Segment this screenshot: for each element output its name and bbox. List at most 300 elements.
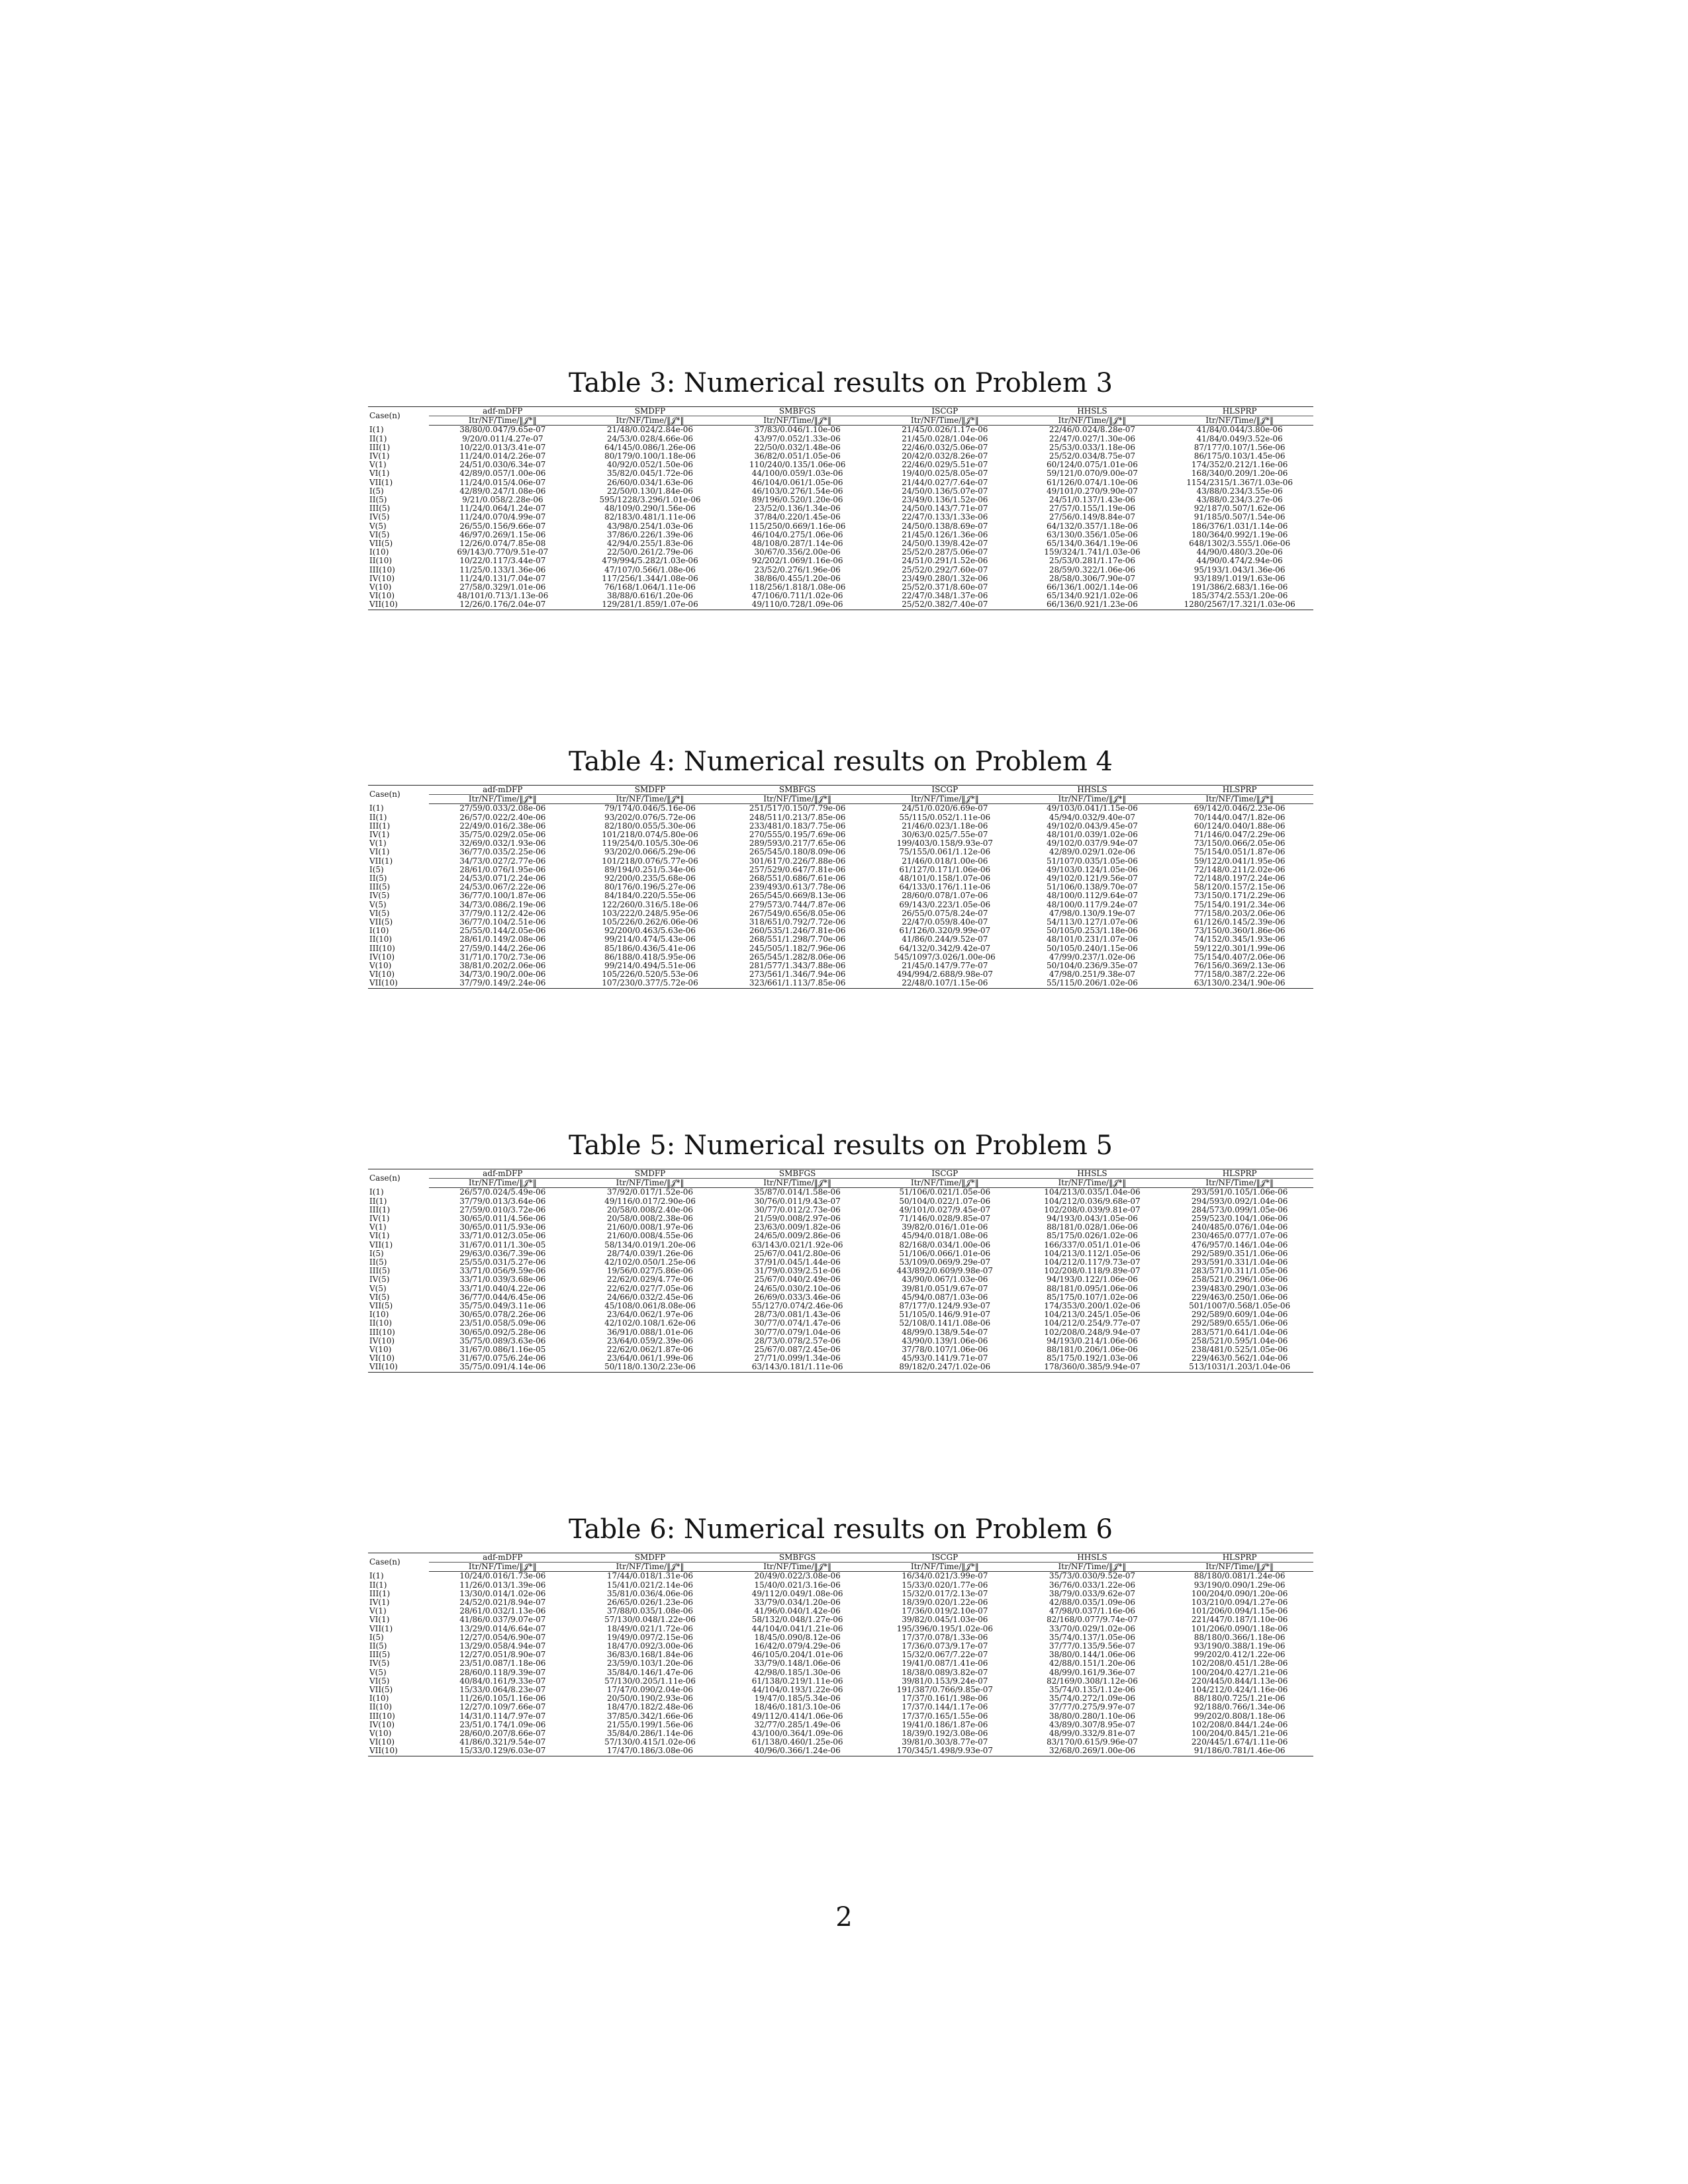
result-cell: 57/130/0.205/1.11e-06 bbox=[604, 1676, 696, 1686]
result-cell: 27/59/0.033/2.08e-06 bbox=[459, 803, 546, 813]
result-cell: 37/79/0.112/2.42e-06 bbox=[459, 909, 546, 918]
result-cell: 115/250/0.669/1.16e-06 bbox=[749, 522, 846, 531]
result-cell: 19/56/0.027/5.86e-06 bbox=[606, 1267, 694, 1276]
result-cell: 47/98/0.130/9.19e-07 bbox=[1049, 909, 1136, 918]
case-label: III(5) bbox=[369, 1651, 391, 1660]
case-label: I(5) bbox=[369, 486, 384, 496]
result-cell: 26/55/0.156/9.66e-07 bbox=[459, 522, 546, 531]
case-label: III(10) bbox=[369, 1328, 395, 1337]
result-cell: 174/353/0.200/1.02e-06 bbox=[1044, 1302, 1141, 1311]
metric-subheader: Itr/NF/Time/‖𝒥*‖ bbox=[577, 1179, 724, 1188]
result-cell: 44/104/0.041/1.21e-06 bbox=[751, 1624, 843, 1633]
result-cell: 283/571/0.641/1.04e-06 bbox=[1191, 1328, 1288, 1337]
metric-subheader: Itr/NF/Time/‖𝒥*‖ bbox=[724, 795, 871, 804]
result-cell: 251/517/0.150/7.79e-06 bbox=[749, 803, 846, 813]
case-label: VII(5) bbox=[369, 539, 393, 549]
result-cell: 37/77/0.275/9.97e-07 bbox=[1049, 1703, 1136, 1712]
result-cell: 63/143/0.181/1.11e-06 bbox=[751, 1363, 843, 1372]
result-cell: 64/132/0.357/1.18e-06 bbox=[1047, 522, 1138, 531]
case-label: I(1) bbox=[369, 803, 384, 813]
case-label: VII(5) bbox=[369, 918, 393, 927]
result-cell: 233/481/0.183/7.75e-06 bbox=[749, 821, 846, 831]
result-cell: 30/65/0.011/4.56e-06 bbox=[459, 1214, 546, 1224]
result-cell: 103/210/0.094/1.27e-06 bbox=[1191, 1598, 1288, 1608]
table-row bbox=[368, 1686, 1313, 1694]
table-row bbox=[368, 1232, 1313, 1240]
result-cell: 35/87/0.014/1.58e-06 bbox=[754, 1187, 841, 1197]
result-cell: 63/143/0.021/1.92e-06 bbox=[751, 1240, 843, 1250]
case-label: II(5) bbox=[369, 1642, 387, 1651]
case-label: VI(1) bbox=[369, 848, 390, 857]
result-cell: 99/202/0.808/1.18e-06 bbox=[1194, 1711, 1286, 1721]
result-cell: 35/74/0.272/1.09e-06 bbox=[1049, 1694, 1136, 1704]
result-cell: 13/29/0.058/4.94e-07 bbox=[459, 1642, 546, 1651]
results-table bbox=[368, 785, 1313, 989]
result-cell: 53/109/0.069/9.29e-07 bbox=[899, 1258, 991, 1267]
result-cell: 42/89/0.029/1.02e-06 bbox=[1049, 848, 1136, 857]
result-cell: 28/61/0.076/1.95e-06 bbox=[459, 865, 546, 874]
result-cell: 17/37/0.144/1.17e-06 bbox=[902, 1703, 988, 1712]
metric-subheader: Itr/NF/Time/‖𝒥*‖ bbox=[429, 1179, 577, 1188]
result-cell: 323/661/1.113/7.85e-06 bbox=[749, 979, 846, 988]
result-cell: 25/55/0.031/5.27e-06 bbox=[459, 1258, 546, 1267]
result-cell: 20/58/0.008/2.38e-06 bbox=[606, 1214, 694, 1224]
result-cell: 48/101/0.231/1.07e-06 bbox=[1047, 935, 1138, 944]
method-header: SMDFP bbox=[577, 407, 724, 416]
result-cell: 259/523/0.104/1.06e-06 bbox=[1191, 1214, 1288, 1224]
result-cell: 240/485/0.076/1.04e-06 bbox=[1191, 1223, 1288, 1232]
table-row bbox=[368, 1615, 1313, 1624]
table-row bbox=[368, 1721, 1313, 1729]
table-row bbox=[368, 970, 1313, 979]
result-cell: 36/82/0.051/1.05e-06 bbox=[754, 452, 841, 461]
table-row bbox=[368, 1572, 1313, 1581]
result-cell: 33/71/0.040/4.22e-06 bbox=[459, 1284, 546, 1293]
result-cell: 88/181/0.095/1.06e-06 bbox=[1047, 1284, 1138, 1293]
result-cell: 33/79/0.034/1.20e-06 bbox=[754, 1598, 841, 1608]
result-cell: 23/59/0.103/1.20e-06 bbox=[606, 1659, 694, 1668]
case-label: IV(1) bbox=[369, 452, 390, 461]
result-cell: 11/26/0.105/1.16e-06 bbox=[459, 1694, 546, 1704]
result-cell: 41/86/0.321/9.54e-07 bbox=[459, 1738, 546, 1747]
method-header: ISCGP bbox=[871, 1553, 1019, 1563]
result-cell: 34/73/0.027/2.77e-06 bbox=[459, 856, 546, 866]
case-label: III(5) bbox=[369, 883, 391, 892]
result-cell: 39/81/0.303/8.77e-07 bbox=[902, 1738, 988, 1747]
metric-subheader: Itr/NF/Time/‖𝒥*‖ bbox=[871, 795, 1019, 804]
case-label: VII(5) bbox=[369, 1302, 393, 1311]
result-cell: 40/84/0.161/9.33e-07 bbox=[459, 1676, 546, 1686]
result-cell: 30/77/0.074/1.47e-06 bbox=[754, 1319, 841, 1328]
table-row bbox=[368, 1345, 1313, 1354]
result-cell: 27/57/0.155/1.19e-06 bbox=[1049, 504, 1136, 514]
case-label: II(5) bbox=[369, 1258, 387, 1267]
result-cell: 49/112/0.414/1.06e-06 bbox=[751, 1711, 843, 1721]
table-row bbox=[368, 1642, 1313, 1651]
result-cell: 85/175/0.026/1.02e-06 bbox=[1047, 1232, 1138, 1241]
table-row bbox=[368, 1197, 1313, 1206]
result-cell: 93/189/1.019/1.63e-06 bbox=[1194, 574, 1286, 583]
result-cell: 28/60/0.207/8.66e-07 bbox=[459, 1729, 546, 1739]
result-cell: 10/24/0.016/1.73e-06 bbox=[459, 1571, 546, 1581]
result-cell: 36/77/0.035/2.25e-06 bbox=[459, 848, 546, 857]
result-cell: 49/103/0.124/1.05e-06 bbox=[1047, 865, 1138, 874]
result-cell: 25/67/0.040/2.49e-06 bbox=[754, 1275, 841, 1285]
case-label: III(10) bbox=[369, 565, 395, 574]
result-cell: 11/24/0.131/7.04e-07 bbox=[459, 574, 546, 583]
result-cell: 20/42/0.032/8.26e-07 bbox=[902, 452, 988, 461]
result-cell: 22/62/0.062/1.87e-06 bbox=[606, 1345, 694, 1355]
result-cell: 220/445/0.844/1.13e-06 bbox=[1191, 1676, 1288, 1686]
result-cell: 104/213/0.112/1.05e-06 bbox=[1044, 1249, 1141, 1258]
result-cell: 45/108/0.061/8.08e-06 bbox=[604, 1302, 696, 1311]
result-cell: 66/136/1.002/1.14e-06 bbox=[1047, 583, 1138, 592]
result-cell: 63/130/0.356/1.05e-06 bbox=[1047, 530, 1138, 539]
result-cell: 75/155/0.061/1.12e-06 bbox=[899, 848, 991, 857]
method-header: SMBFGS bbox=[724, 786, 871, 795]
metric-subheader: Itr/NF/Time/‖𝒥*‖ bbox=[429, 1563, 577, 1572]
result-cell: 26/69/0.033/3.46e-06 bbox=[754, 1293, 841, 1302]
result-cell: 77/158/0.387/2.22e-06 bbox=[1194, 970, 1286, 979]
result-cell: 28/61/0.149/2.08e-06 bbox=[459, 935, 546, 944]
result-cell: 17/37/0.078/1.33e-06 bbox=[902, 1633, 988, 1642]
result-cell: 86/175/0.103/1.45e-06 bbox=[1194, 452, 1286, 461]
table-row bbox=[368, 874, 1313, 883]
result-cell: 191/387/0.766/9.85e-07 bbox=[896, 1686, 994, 1695]
result-cell: 94/193/0.043/1.05e-06 bbox=[1047, 1214, 1138, 1224]
result-cell: 61/138/0.219/1.11e-06 bbox=[751, 1676, 843, 1686]
result-cell: 43/90/0.067/1.03e-06 bbox=[902, 1275, 988, 1285]
table-row bbox=[368, 813, 1313, 822]
table-row bbox=[368, 435, 1313, 443]
result-cell: 100/204/0.427/1.21e-06 bbox=[1191, 1668, 1288, 1677]
table-row bbox=[368, 443, 1313, 452]
result-cell: 35/84/0.286/1.14e-06 bbox=[606, 1729, 694, 1739]
result-cell: 104/212/0.117/9.73e-07 bbox=[1044, 1258, 1141, 1267]
result-cell: 35/74/0.135/1.12e-06 bbox=[1049, 1686, 1136, 1695]
result-cell: 43/90/0.139/1.06e-06 bbox=[902, 1336, 988, 1345]
table-row bbox=[368, 1302, 1313, 1310]
result-cell: 88/180/0.366/1.18e-06 bbox=[1194, 1633, 1286, 1642]
result-cell: 25/52/0.034/8.75e-07 bbox=[1049, 452, 1136, 461]
result-cell: 293/591/0.331/1.04e-06 bbox=[1191, 1258, 1288, 1267]
metric-subheader: Itr/NF/Time/‖𝒥*‖ bbox=[724, 1179, 871, 1188]
result-cell: 17/36/0.073/9.17e-07 bbox=[902, 1642, 988, 1651]
result-cell: 43/100/0.364/1.09e-06 bbox=[751, 1729, 843, 1739]
method-header: SMBFGS bbox=[724, 407, 871, 416]
case-label: III(5) bbox=[369, 504, 391, 514]
result-cell: 12/26/0.074/7.85e-08 bbox=[459, 539, 546, 549]
table-row bbox=[368, 1223, 1313, 1232]
result-cell: 49/102/0.037/9.94e-07 bbox=[1047, 839, 1138, 848]
result-cell: 36/77/0.100/1.87e-06 bbox=[459, 891, 546, 901]
result-cell: 64/133/0.176/1.11e-06 bbox=[899, 883, 991, 892]
result-cell: 28/61/0.032/1.13e-06 bbox=[459, 1607, 546, 1616]
page-number: 2 bbox=[835, 1902, 853, 1933]
result-cell: 42/102/0.108/1.62e-06 bbox=[604, 1319, 696, 1328]
result-cell: 10/22/0.117/3.44e-07 bbox=[459, 557, 546, 566]
result-cell: 648/1302/3.555/1.06e-06 bbox=[1189, 539, 1291, 549]
case-label: VI(5) bbox=[369, 1293, 390, 1302]
table-row bbox=[368, 487, 1313, 496]
table-row bbox=[368, 866, 1313, 874]
case-label: I(5) bbox=[369, 1249, 384, 1258]
result-cell: 47/98/0.037/1.16e-06 bbox=[1049, 1607, 1136, 1616]
table-row bbox=[368, 1659, 1313, 1668]
result-cell: 25/52/0.292/7.60e-07 bbox=[902, 565, 988, 574]
case-label: I(10) bbox=[369, 1310, 389, 1320]
result-cell: 22/47/0.348/1.37e-06 bbox=[902, 592, 988, 601]
result-cell: 19/41/0.186/1.87e-06 bbox=[902, 1720, 988, 1729]
result-cell: 92/202/1.069/1.16e-06 bbox=[751, 557, 843, 566]
result-cell: 24/50/0.136/5.07e-07 bbox=[902, 486, 988, 496]
result-cell: 11/24/0.014/2.26e-07 bbox=[459, 452, 546, 461]
result-cell: 42/88/0.151/1.20e-06 bbox=[1049, 1659, 1136, 1668]
result-cell: 19/40/0.025/8.05e-07 bbox=[902, 469, 988, 478]
case-label: III(1) bbox=[369, 1589, 391, 1598]
method-header: HLSPRP bbox=[1166, 1553, 1313, 1563]
result-cell: 51/106/0.066/1.01e-06 bbox=[899, 1249, 991, 1258]
result-cell: 24/66/0.032/2.45e-06 bbox=[606, 1293, 694, 1302]
result-cell: 88/180/0.081/1.24e-06 bbox=[1194, 1571, 1286, 1581]
result-cell: 94/193/0.122/1.06e-06 bbox=[1047, 1275, 1138, 1285]
result-cell: 28/74/0.039/1.26e-06 bbox=[606, 1249, 694, 1258]
method-header: SMDFP bbox=[577, 786, 724, 795]
table-row bbox=[368, 822, 1313, 831]
result-cell: 11/24/0.015/4.06e-07 bbox=[459, 478, 546, 487]
result-cell: 24/52/0.021/8.94e-07 bbox=[459, 1598, 546, 1608]
result-cell: 24/51/0.291/1.52e-06 bbox=[902, 557, 988, 566]
result-cell: 55/115/0.206/1.02e-06 bbox=[1047, 979, 1138, 988]
result-cell: 1280/2567/17.321/1.03e-06 bbox=[1184, 600, 1295, 610]
table-row bbox=[368, 478, 1313, 487]
result-cell: 46/104/0.061/1.05e-06 bbox=[751, 478, 843, 487]
table-caption: Table 6: Numerical results on Problem 6 bbox=[569, 1514, 1113, 1545]
result-cell: 63/130/0.234/1.90e-06 bbox=[1194, 979, 1286, 988]
result-cell: 122/260/0.316/5.18e-06 bbox=[602, 900, 698, 909]
result-cell: 270/555/0.195/7.69e-06 bbox=[749, 831, 846, 840]
method-header: adf-mDFP bbox=[429, 1553, 577, 1563]
result-cell: 104/212/0.036/9.68e-07 bbox=[1044, 1197, 1141, 1206]
result-cell: 32/77/0.285/1.49e-06 bbox=[754, 1720, 841, 1729]
result-cell: 70/144/0.047/1.82e-06 bbox=[1194, 813, 1286, 822]
table-row bbox=[368, 1206, 1313, 1214]
case-label: II(1) bbox=[369, 1197, 387, 1206]
result-cell: 82/183/0.481/1.11e-06 bbox=[604, 513, 696, 522]
case-label: II(1) bbox=[369, 434, 387, 443]
table-row bbox=[368, 848, 1313, 856]
result-cell: 23/52/0.276/1.96e-06 bbox=[754, 565, 841, 574]
metric-subheader: Itr/NF/Time/‖𝒥*‖ bbox=[1166, 1563, 1313, 1572]
result-cell: 49/101/0.270/9.90e-07 bbox=[1047, 486, 1138, 496]
result-cell: 476/957/0.146/1.04e-06 bbox=[1191, 1240, 1288, 1250]
table-row bbox=[368, 909, 1313, 918]
result-cell: 49/110/0.728/1.09e-06 bbox=[751, 600, 843, 610]
table-caption: Table 4: Numerical results on Problem 4 bbox=[569, 747, 1113, 777]
table-row bbox=[368, 1581, 1313, 1590]
result-cell: 92/200/0.235/5.68e-06 bbox=[604, 874, 696, 884]
result-cell: 284/573/0.099/1.05e-06 bbox=[1191, 1205, 1288, 1214]
table-row bbox=[368, 1677, 1313, 1686]
case-label: IV(10) bbox=[369, 1720, 395, 1729]
method-header: SMBFGS bbox=[724, 1169, 871, 1179]
result-cell: 48/101/0.713/1.13e-06 bbox=[457, 592, 549, 601]
case-label: I(5) bbox=[369, 865, 384, 874]
result-cell: 43/98/0.254/1.03e-06 bbox=[606, 522, 694, 531]
result-cell: 101/218/0.076/5.77e-06 bbox=[602, 856, 698, 866]
table-row bbox=[368, 1729, 1313, 1738]
result-cell: 50/105/0.240/1.15e-06 bbox=[1047, 944, 1138, 953]
result-cell: 170/345/1.498/9.93e-07 bbox=[896, 1747, 994, 1756]
table-row bbox=[368, 539, 1313, 548]
table-row bbox=[368, 548, 1313, 557]
result-cell: 48/99/0.161/9.36e-07 bbox=[1049, 1668, 1136, 1677]
result-cell: 49/112/0.049/1.08e-06 bbox=[751, 1589, 843, 1598]
result-cell: 44/90/0.480/3.20e-06 bbox=[1196, 548, 1283, 557]
result-cell: 105/226/0.520/5.53e-06 bbox=[602, 970, 698, 979]
result-cell: 65/134/0.364/1.19e-06 bbox=[1047, 539, 1138, 549]
result-cell: 294/593/0.092/1.04e-06 bbox=[1191, 1197, 1288, 1206]
result-cell: 77/158/0.203/2.06e-06 bbox=[1194, 909, 1286, 918]
case-label: VII(10) bbox=[369, 1363, 398, 1372]
result-cell: 15/41/0.021/2.14e-06 bbox=[606, 1580, 694, 1590]
result-cell: 21/45/0.028/1.04e-06 bbox=[902, 434, 988, 443]
table-row bbox=[368, 804, 1313, 813]
case-label: V(10) bbox=[369, 962, 392, 971]
result-cell: 13/30/0.014/1.02e-06 bbox=[459, 1589, 546, 1598]
table-row bbox=[368, 504, 1313, 513]
metric-subheader: Itr/NF/Time/‖𝒥*‖ bbox=[429, 416, 577, 426]
result-cell: 22/47/0.027/1.30e-06 bbox=[1049, 434, 1136, 443]
result-cell: 279/573/0.744/7.87e-06 bbox=[749, 900, 846, 909]
result-cell: 15/33/0.020/1.77e-06 bbox=[902, 1580, 988, 1590]
result-cell: 178/360/0.385/9.94e-07 bbox=[1044, 1363, 1141, 1372]
result-cell: 39/81/0.051/9.67e-07 bbox=[902, 1284, 988, 1293]
result-cell: 24/53/0.067/2.22e-06 bbox=[459, 883, 546, 892]
case-label: V(1) bbox=[369, 1223, 387, 1232]
method-header: HLSPRP bbox=[1166, 407, 1313, 416]
result-cell: 43/97/0.052/1.33e-06 bbox=[754, 434, 841, 443]
result-cell: 36/76/0.033/1.22e-06 bbox=[1049, 1580, 1136, 1590]
table-row bbox=[368, 1651, 1313, 1659]
case-label: II(10) bbox=[369, 557, 393, 566]
case-label: VI(5) bbox=[369, 530, 390, 539]
table-row bbox=[368, 1747, 1313, 1756]
result-cell: 17/44/0.018/1.31e-06 bbox=[606, 1571, 694, 1581]
result-cell: 23/63/0.009/1.82e-06 bbox=[754, 1223, 841, 1232]
table-row bbox=[368, 1214, 1313, 1223]
table-row bbox=[368, 1712, 1313, 1721]
table-row bbox=[368, 1590, 1313, 1598]
result-cell: 24/51/0.030/6.34e-07 bbox=[459, 461, 546, 470]
result-cell: 17/37/0.161/1.98e-06 bbox=[902, 1694, 988, 1704]
result-cell: 64/132/0.342/9.42e-07 bbox=[899, 944, 991, 953]
result-cell: 21/45/0.126/1.36e-06 bbox=[902, 530, 988, 539]
case-label: VII(10) bbox=[369, 979, 398, 988]
result-cell: 37/91/0.045/1.44e-06 bbox=[754, 1258, 841, 1267]
table-row bbox=[368, 1694, 1313, 1703]
result-cell: 38/79/0.033/9.62e-07 bbox=[1049, 1589, 1136, 1598]
result-cell: 51/106/0.138/9.70e-07 bbox=[1047, 883, 1138, 892]
result-cell: 37/78/0.107/1.06e-06 bbox=[902, 1345, 988, 1355]
result-cell: 49/102/0.121/9.56e-07 bbox=[1047, 874, 1138, 884]
case-label: IV(1) bbox=[369, 1214, 390, 1224]
table-row bbox=[368, 557, 1313, 565]
result-cell: 58/132/0.048/1.27e-06 bbox=[751, 1615, 843, 1625]
result-cell: 55/127/0.074/2.46e-06 bbox=[751, 1302, 843, 1311]
result-cell: 22/47/0.133/1.33e-06 bbox=[902, 513, 988, 522]
result-cell: 50/104/0.022/1.07e-06 bbox=[899, 1197, 991, 1206]
result-cell: 239/483/0.290/1.03e-06 bbox=[1191, 1284, 1288, 1293]
result-cell: 118/256/1.818/1.08e-06 bbox=[749, 583, 846, 592]
table-row bbox=[368, 583, 1313, 592]
result-cell: 57/130/0.048/1.22e-06 bbox=[604, 1615, 696, 1625]
table-row bbox=[368, 935, 1313, 944]
result-cell: 50/118/0.130/2.23e-06 bbox=[604, 1363, 696, 1372]
result-cell: 30/67/0.356/2.00e-06 bbox=[754, 548, 841, 557]
result-cell: 71/146/0.047/2.29e-06 bbox=[1194, 831, 1286, 840]
case-label: I(10) bbox=[369, 548, 389, 557]
method-header: ISCGP bbox=[871, 407, 1019, 416]
result-cell: 27/56/0.149/8.84e-07 bbox=[1049, 513, 1136, 522]
result-cell: 23/64/0.059/2.39e-06 bbox=[606, 1336, 694, 1345]
table-row bbox=[368, 962, 1313, 970]
case-label: II(5) bbox=[369, 496, 387, 505]
method-header: SMDFP bbox=[577, 1553, 724, 1563]
result-cell: 19/47/0.185/5.34e-06 bbox=[754, 1694, 841, 1704]
result-cell: 22/50/0.130/1.84e-06 bbox=[606, 486, 694, 496]
case-label: VI(10) bbox=[369, 592, 395, 601]
result-cell: 101/206/0.094/1.15e-06 bbox=[1191, 1607, 1288, 1616]
method-header: adf-mDFP bbox=[429, 407, 577, 416]
result-cell: 93/202/0.076/5.72e-06 bbox=[604, 813, 696, 822]
result-cell: 51/106/0.021/1.05e-06 bbox=[899, 1187, 991, 1197]
result-cell: 54/113/0.127/1.07e-06 bbox=[1047, 918, 1138, 927]
result-cell: 258/521/0.296/1.06e-06 bbox=[1191, 1275, 1288, 1285]
table-row bbox=[368, 953, 1313, 962]
table-row bbox=[368, 496, 1313, 504]
results-table bbox=[368, 1169, 1313, 1373]
case-label: V(10) bbox=[369, 1345, 392, 1355]
result-cell: 69/143/0.223/1.05e-06 bbox=[899, 900, 991, 909]
table-row bbox=[368, 1258, 1313, 1267]
result-cell: 88/181/0.206/1.06e-06 bbox=[1047, 1345, 1138, 1355]
result-cell: 58/120/0.157/2.15e-06 bbox=[1194, 883, 1286, 892]
result-cell: 23/64/0.061/1.99e-06 bbox=[606, 1354, 694, 1363]
result-cell: 268/551/0.686/7.61e-06 bbox=[749, 874, 846, 884]
table-row bbox=[368, 883, 1313, 891]
result-cell: 22/50/0.261/2.79e-06 bbox=[606, 548, 694, 557]
case-label: IV(1) bbox=[369, 831, 390, 840]
case-header: Case(n) bbox=[369, 790, 400, 799]
result-cell: 103/222/0.248/5.95e-06 bbox=[602, 909, 698, 918]
result-cell: 24/50/0.143/7.71e-07 bbox=[902, 504, 988, 514]
case-label: II(1) bbox=[369, 813, 387, 822]
result-cell: 24/51/0.020/6.69e-07 bbox=[902, 803, 988, 813]
result-cell: 38/80/0.047/9.65e-07 bbox=[459, 425, 546, 435]
result-cell: 26/55/0.075/8.24e-07 bbox=[902, 909, 988, 918]
result-cell: 24/50/0.139/8.42e-07 bbox=[902, 539, 988, 549]
result-cell: 443/892/0.609/9.98e-07 bbox=[896, 1267, 994, 1276]
result-cell: 185/374/2.553/1.20e-06 bbox=[1191, 592, 1288, 601]
result-cell: 65/134/0.921/1.02e-06 bbox=[1047, 592, 1138, 601]
result-cell: 25/67/0.041/2.80e-06 bbox=[754, 1249, 841, 1258]
result-cell: 28/59/0.322/1.06e-06 bbox=[1049, 565, 1136, 574]
result-cell: 245/505/1.182/7.96e-06 bbox=[749, 944, 846, 953]
table-row bbox=[368, 1607, 1313, 1615]
result-cell: 35/75/0.029/2.05e-06 bbox=[459, 831, 546, 840]
result-cell: 11/25/0.133/1.36e-06 bbox=[459, 565, 546, 574]
